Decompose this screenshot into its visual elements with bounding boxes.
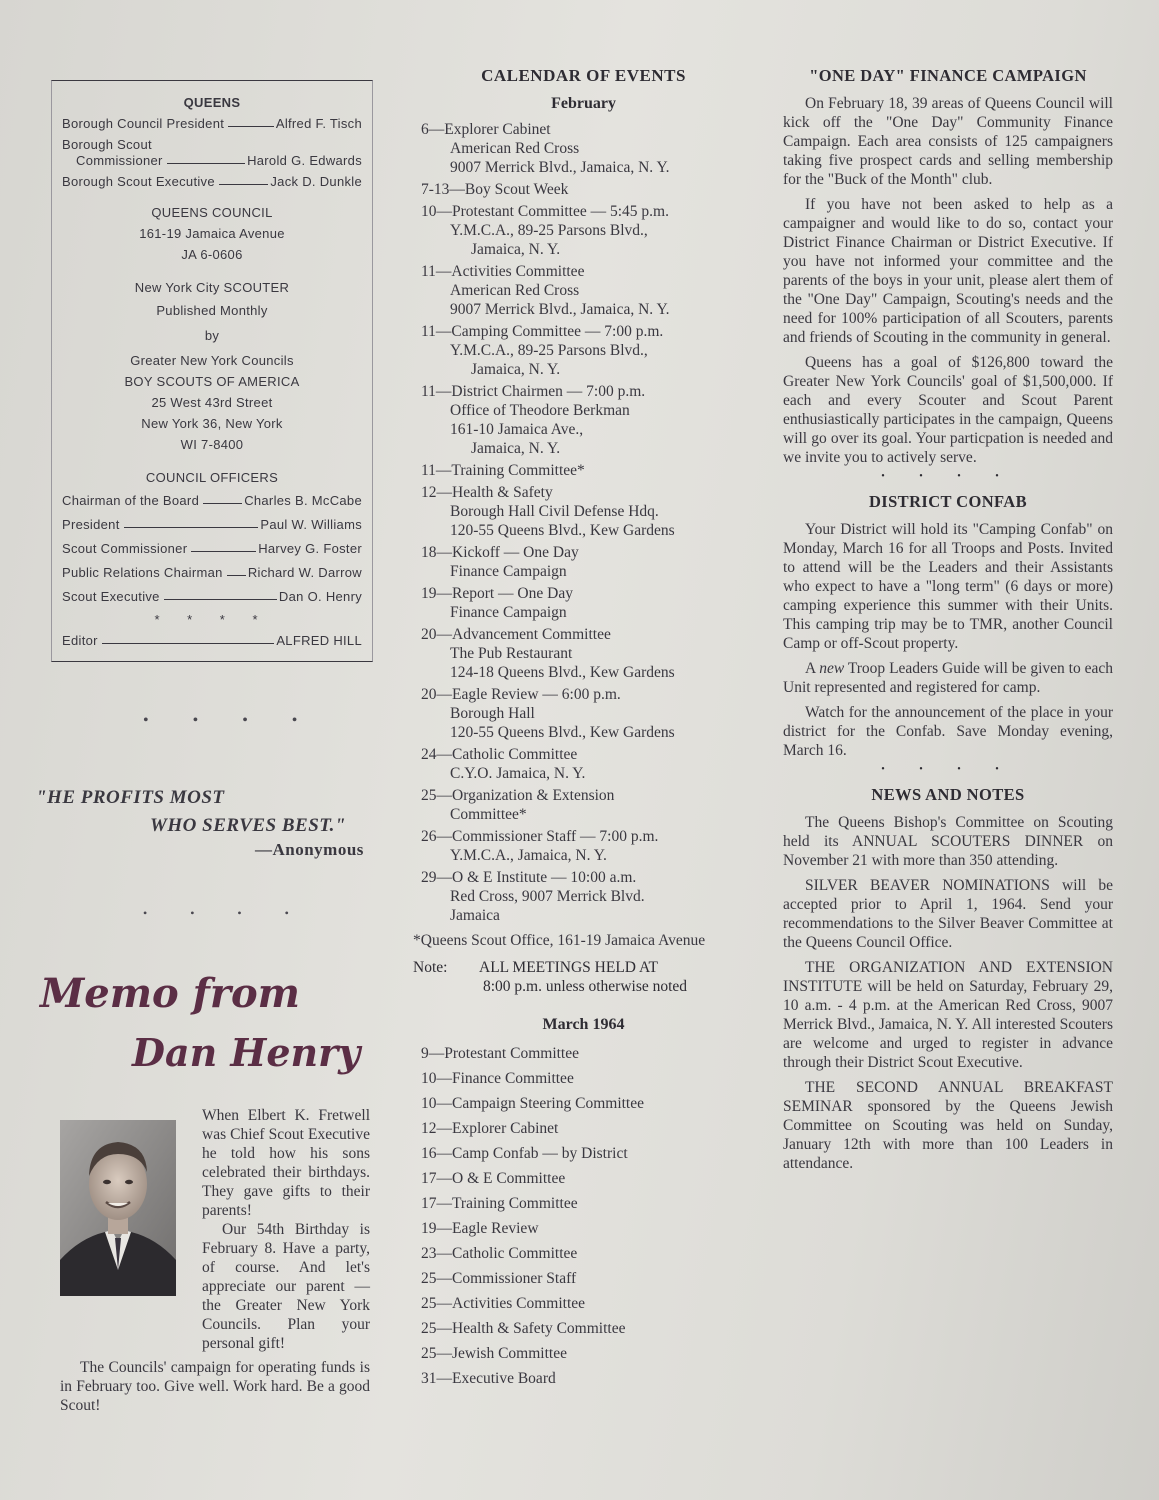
calendar-event <box>411 1244 756 1263</box>
calendar-event <box>411 786 756 824</box>
masthead-publication-by: by <box>204 328 220 343</box>
calendar-event-title: 20—Eagle Review — 6:00 p.m. <box>421 686 621 703</box>
calendar-event-detail: Jamaica, N. Y. <box>471 440 561 457</box>
calendar-event-title: 25—Health & Safety Committee <box>421 1320 626 1337</box>
calendar-march-list <box>411 1044 756 1388</box>
calendar-event-title: 18—Kickoff — One Day <box>421 544 579 561</box>
calendar-event <box>411 262 756 319</box>
calendar-event-detail: Y.M.C.A., 89-25 Parsons Blvd., <box>450 342 648 359</box>
officer-row: Scout Commissioner Harvey G. Foster <box>62 541 362 556</box>
separator-dots: • • • • <box>881 764 1015 775</box>
calendar-event <box>411 1094 756 1113</box>
calendar-event-title: 10—Protestant Committee — 5:45 p.m. <box>421 203 669 220</box>
calendar-event-detail: Finance Campaign <box>450 563 567 580</box>
officer-row: Chairman of the Board Charles B. McCabe <box>62 493 362 508</box>
calendar-event <box>411 202 756 259</box>
calendar-event-detail: Jamaica, N. Y. <box>471 241 561 258</box>
separator-dots: • • • • <box>881 471 1015 482</box>
calendar-event-detail: 161-10 Jamaica Ave., <box>450 421 584 438</box>
confab-paragraph: Your District will hold its "Camping Confab" on Monday, March 16 for all Troops and Posts. Invited to attend will be the Leaders and their Assistants who expect to have a "long term" (6 days or more) camping experience this summer with their Units. This camping trip may be to TMR, another Council Camp or off-Scout property. <box>783 521 1113 652</box>
masthead-org-bsa: BOY SCOUTS OF AMERICA <box>124 374 300 389</box>
masthead-row-scout-exec: Borough Scout Executive Jack D. Dunkle <box>62 174 362 189</box>
calendar-event <box>411 1044 756 1063</box>
masthead-org-address2: New York 36, New York <box>141 416 283 431</box>
quote-line2: WHO SERVES BEST." <box>150 815 346 836</box>
calendar-event <box>411 1119 756 1138</box>
separator-dots: • • • • <box>143 906 309 920</box>
confab-title: DISTRICT CONFAB <box>868 492 1028 511</box>
news-paragraph: THE SECOND ANNUAL BREAKFAST SEMINAR sponsored by the Queens Jewish Committee on Scouting was held on Sunday, January 12th with more than 100 Leaders in attendance. <box>783 1079 1113 1172</box>
masthead-council-name: QUEENS COUNCIL <box>151 205 273 220</box>
calendar-event-title: 6—Explorer Cabinet <box>421 121 551 138</box>
calendar-event-detail: Borough Hall Civil Defense Hdq. <box>450 503 659 520</box>
news-paragraph: THE ORGANIZATION AND EXTENSION INSTITUTE will be held on Saturday, February 29, 10 a.m. - 4 p.m. at the American Red Cross, 9007 Merrick Blvd., Jamaica, N. Y. All interested Scouters are welcome and urged to register in advance through their District Scout Executive. <box>783 959 1113 1071</box>
masthead-title: QUEENS <box>183 95 241 110</box>
calendar-event-title: 11—Camping Committee — 7:00 p.m. <box>421 323 664 340</box>
officer-row: President Paul W. Williams <box>62 517 362 532</box>
memo-paragraph-2: Our 54th Birthday is February 8. Have a party, of course. And let's appreciate our parent — the Greater New York Councils. Plan your personal gift! <box>202 1221 370 1352</box>
calendar-event <box>411 180 756 199</box>
calendar-event-title: 25—Jewish Committee <box>421 1345 567 1362</box>
calendar-column <box>411 66 756 1394</box>
calendar-event-detail: 9007 Merrick Blvd., Jamaica, N. Y. <box>450 159 670 176</box>
calendar-event-detail: Y.M.C.A., 89-25 Parsons Blvd., <box>450 222 648 239</box>
calendar-event-title: 7-13—Boy Scout Week <box>421 181 569 198</box>
calendar-event <box>411 543 756 581</box>
calendar-event-title: 10—Campaign Steering Committee <box>421 1095 644 1112</box>
calendar-event-title: 25—Commissioner Staff <box>421 1270 577 1287</box>
masthead-box <box>51 80 373 662</box>
calendar-event <box>411 1144 756 1163</box>
calendar-event-title: 11—District Chairmen — 7:00 p.m. <box>421 383 646 400</box>
news-paragraph: SILVER BEAVER NOMINATIONS will be accepted prior to April 1, 1964. Send your recommendations to the Silver Beaver Committee at the Queens Council Office. <box>783 877 1113 951</box>
calendar-event-title: 29—O & E Institute — 10:00 a.m. <box>421 869 637 886</box>
calendar-event <box>411 685 756 742</box>
calendar-event <box>411 322 756 379</box>
calendar-event-detail: Borough Hall <box>450 705 535 722</box>
masthead-row-commissioner: Commissioner Harold G. Edwards <box>76 153 362 168</box>
calendar-event <box>411 584 756 622</box>
memo-title-line1: Memo from <box>40 970 300 1017</box>
memo-paragraph-3: The Councils' campaign for operating funds is in February too. Give well. Work hard. Be a good Scout! <box>60 1359 370 1414</box>
calendar-event <box>411 1194 756 1213</box>
masthead-org-name: Greater New York Councils <box>130 353 294 368</box>
calendar-event <box>411 625 756 682</box>
masthead-stars: * * * * <box>154 612 270 627</box>
calendar-event <box>411 868 756 925</box>
calendar-event-detail: 124-18 Queens Blvd., Kew Gardens <box>450 664 675 681</box>
calendar-event <box>411 745 756 783</box>
calendar-event-detail: C.Y.O. Jamaica, N. Y. <box>450 765 586 782</box>
confab-paragraph: A new Troop Leaders Guide will be given to each Unit represented and registered for camp. <box>783 660 1114 696</box>
calendar-event-title: 20—Advancement Committee <box>421 626 611 643</box>
calendar-february-title: February <box>551 95 616 112</box>
calendar-event-detail: Jamaica, N. Y. <box>471 361 561 378</box>
calendar-event-title: 24—Catholic Committee <box>421 746 578 763</box>
calendar-event-title: 19—Report — One Day <box>421 585 573 602</box>
calendar-event-detail: Finance Campaign <box>450 604 567 621</box>
finance-paragraph: If you have not been asked to help as a campaigner and would like to do so, contact your District Finance Chairman or District Executive. If you have not informed your committee and the parents of the boys in your unit, please alert them of the "One Day" Campaign, Scouting's needs and the need for 100% participation of all Scouters, parents and friends of Scouting in the community in general. <box>783 196 1113 346</box>
calendar-event-detail: Committee* <box>450 806 527 823</box>
masthead-council-phone: JA 6-0606 <box>181 247 243 262</box>
calendar-event-title: 12—Explorer Cabinet <box>421 1120 559 1137</box>
calendar-event-title: 11—Training Committee* <box>421 462 585 479</box>
calendar-event-detail: Jamaica <box>450 907 500 924</box>
calendar-event <box>411 1169 756 1188</box>
finance-paragraph: On February 18, 39 areas of Queens Council will kick off the "One Day" Community Finance Campaign. Each area consists of 125 campaigners taking five prospect cards and selling membership for the "Buck of the Month" club. <box>783 95 1113 188</box>
masthead-publication-frequency: Published Monthly <box>156 303 268 318</box>
calendar-event-title: 10—Finance Committee <box>421 1070 574 1087</box>
calendar-event-detail: Office of Theodore Berkman <box>450 402 630 419</box>
calendar-event-detail: 9007 Merrick Blvd., Jamaica, N. Y. <box>450 301 670 318</box>
calendar-event <box>411 1294 756 1313</box>
calendar-event-detail: Y.M.C.A., Jamaica, N. Y. <box>450 847 607 864</box>
calendar-event-title: 12—Health & Safety <box>421 484 553 501</box>
calendar-event-title: 23—Catholic Committee <box>421 1245 578 1262</box>
officer-row: Public Relations Chairman Richard W. Darrow <box>62 565 362 580</box>
quote-line1: "HE PROFITS MOST <box>36 787 225 808</box>
finance-title: "ONE DAY" FINANCE CAMPAIGN <box>809 66 1087 85</box>
calendar-event <box>411 1069 756 1088</box>
calendar-february-list <box>411 120 756 925</box>
memo-paragraph-1: When Elbert K. Fretwell was Chief Scout Executive he told how his sons celebrated their birthdays. They gave gifts to their parents! <box>202 1107 370 1219</box>
calendar-event-detail: 120-55 Queens Blvd., Kew Gardens <box>450 522 675 539</box>
calendar-event-title: 19—Eagle Review <box>421 1220 539 1237</box>
news-paragraph: The Queens Bishop's Committee on Scouting held its ANNUAL SCOUTERS DINNER on November 21 with more than 350 attending. <box>783 814 1113 869</box>
calendar-footnote: *Queens Scout Office, 161-19 Jamaica Avenue <box>413 932 706 949</box>
masthead-org-phone: WI 7-8400 <box>180 437 244 452</box>
memo-title-line2: Dan Henry <box>132 1030 361 1075</box>
calendar-event-title: 11—Activities Committee <box>421 263 585 280</box>
calendar-event-title: 25—Organization & Extension <box>421 787 615 804</box>
calendar-event <box>411 483 756 540</box>
calendar-event <box>411 1369 756 1388</box>
calendar-event <box>411 1269 756 1288</box>
calendar-event-detail: The Pub Restaurant <box>450 645 573 662</box>
masthead-row-council-president: Borough Council President Alfred F. Tisch <box>62 116 362 131</box>
quote-attribution: —Anonymous <box>255 840 364 859</box>
calendar-event-title: 31—Executive Board <box>421 1370 556 1387</box>
calendar-event-title: 16—Camp Confab — by District <box>421 1145 628 1162</box>
masthead-org-address1: 25 West 43rd Street <box>151 395 273 410</box>
officer-row: Scout Executive Dan O. Henry <box>62 589 362 604</box>
masthead-publication-name: New York City SCOUTER <box>134 280 290 295</box>
masthead-borough-scout-label: Borough Scout <box>62 137 152 152</box>
confab-paragraph: Watch for the announcement of the place in your district for the Confab. Save Monday evening, March 16. <box>783 704 1113 759</box>
separator-dots: • • • • <box>143 712 318 729</box>
calendar-march-title: March 1964 <box>542 1016 625 1033</box>
masthead-officers-title: COUNCIL OFFICERS <box>145 470 279 485</box>
calendar-event <box>411 1219 756 1238</box>
masthead-council-address: 161-19 Jamaica Avenue <box>139 226 285 241</box>
calendar-title: CALENDAR OF EVENTS <box>481 66 686 85</box>
calendar-event <box>411 827 756 865</box>
calendar-event-detail: American Red Cross <box>450 282 580 299</box>
finance-paragraph: Queens has a goal of $126,800 toward the Greater New York Councils' goal of $1,500,000. If each and every Scouter and Scout Parent enthusiastically participates in the campaign, Queens will go over its goal. Your particpation is needed and we invite you to actively serve. <box>783 354 1113 466</box>
calendar-event-detail: American Red Cross <box>450 140 580 157</box>
calendar-event-title: 25—Activities Committee <box>421 1295 586 1312</box>
calendar-event <box>411 1319 756 1338</box>
calendar-event-title: 17—O & E Committee <box>421 1170 566 1187</box>
calendar-event-detail: Red Cross, 9007 Merrick Blvd. <box>450 888 645 905</box>
calendar-event <box>411 1344 756 1363</box>
calendar-note: Note: ALL MEETINGS HELD AT 8:00 p.m. unless otherwise noted <box>413 959 688 995</box>
memo-text <box>60 1106 370 1415</box>
calendar-event-title: 26—Commissioner Staff — 7:00 p.m. <box>421 828 659 845</box>
news-title: NEWS AND NOTES <box>871 785 1025 804</box>
calendar-event <box>411 382 756 458</box>
calendar-event-title: 17—Training Committee <box>421 1195 578 1212</box>
right-column <box>783 66 1113 1173</box>
calendar-event-detail: 120-55 Queens Blvd., Kew Gardens <box>450 724 675 741</box>
calendar-event <box>411 120 756 177</box>
calendar-event-title: 9—Protestant Committee <box>421 1045 579 1062</box>
calendar-event <box>411 461 756 480</box>
masthead-row-editor: Editor ALFRED HILL <box>62 633 362 648</box>
